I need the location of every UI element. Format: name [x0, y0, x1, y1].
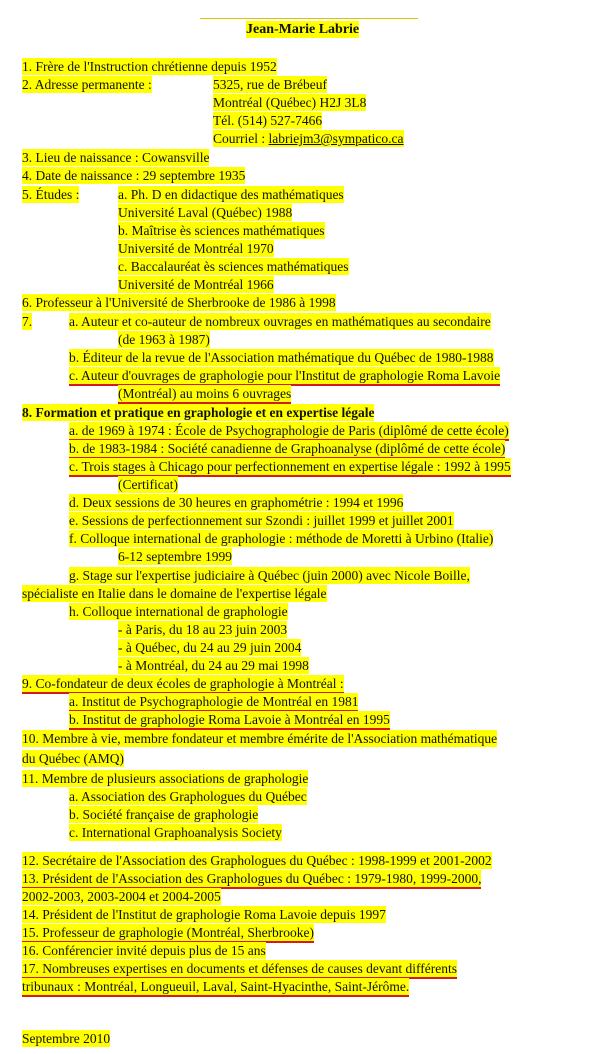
study-bachelor-school: Université de Montréal 1966: [118, 277, 274, 292]
item-8h-paris: - à Paris, du 18 au 23 juin 2003: [118, 622, 288, 637]
item-15: 15. Professeur de graphologie (Montréal, Sherbrooke): [22, 924, 314, 943]
item-16: 16. Conférencier invité depuis plus de 15 ans: [22, 943, 266, 958]
address-city: Montréal (Québec) H2J 3L8: [213, 95, 367, 110]
top-rule: [200, 18, 418, 19]
item-13: 13. Président de l'Association des Graphologues du Québec : 1979-1980, 1999-2000,: [22, 870, 481, 889]
item-8d: d. Deux sessions de 30 heures en graphométrie : 1994 et 1996: [69, 495, 404, 510]
item-17: 17. Nombreuses expertises en documents et défenses de causes devant différents: [22, 960, 457, 979]
email-link[interactable]: labriejm3@sympatico.ca: [268, 131, 404, 146]
item-11a: a. Association des Graphologues du Québec: [69, 789, 307, 804]
item-8b: b. de 1983-1984 : Société canadienne de Graphoanalyse (diplômé de cette école): [69, 440, 505, 459]
item-11c: c. International Graphoanalysis Society: [69, 825, 282, 840]
item-11: 11. Membre de plusieurs associations de graphologie: [22, 771, 309, 786]
item-8e: e. Sessions de perfectionnement sur Szondi : juillet 1999 et juillet 2001: [69, 513, 454, 528]
item-8c: c. Trois stages à Chicago pour perfectionnement en expertise légale : 1992 à 1995: [69, 458, 511, 477]
item-3: 3. Lieu de naissance : Cowansville: [22, 150, 210, 165]
item-9b: b. Institut de graphologie Roma Lavoie à Montréal en 1995: [69, 711, 390, 730]
item-8-heading: 8. Formation et pratique en graphologie et en expertise légale: [22, 405, 375, 420]
item-8h-quebec: - à Québec, du 24 au 29 juin 2004: [118, 640, 302, 655]
item-13-cont: 2002-2003, 2003-2004 et 2004-2005: [22, 889, 221, 904]
item-5-label: 5. Études :: [22, 187, 80, 202]
item-8f: f. Colloque international de graphologie : méthode de Moretti à Urbino (Italie): [69, 531, 494, 546]
address-street: 5325, rue de Brébeuf: [213, 77, 327, 92]
study-masters-school: Université de Montréal 1970: [118, 241, 274, 256]
item-8c-cont: (Certificat): [118, 477, 178, 492]
item-8a: a. de 1969 à 1974 : École de Psychographologie de Paris (diplômé de cette école): [69, 422, 509, 441]
item-6: 6. Professeur à l'Université de Sherbrooke de 1986 à 1998: [22, 295, 336, 310]
study-phd-school: Université Laval (Québec) 1988: [118, 205, 293, 220]
item-1: 1. Frère de l'Instruction chrétienne depuis 1952: [22, 59, 277, 74]
document-title: Jean-Marie Labrie: [246, 22, 360, 37]
item-7-label: 7.: [22, 314, 33, 329]
item-9a: a. Institut de Psychographologie de Montréal en 1981: [69, 693, 358, 712]
item-2-label: 2. Adresse permanente :: [22, 77, 152, 92]
item-8f-cont: 6-12 septembre 1999: [118, 549, 232, 564]
item-8g: g. Stage sur l'expertise judiciaire à Québec (juin 2000) avec Nicole Boille,: [69, 568, 470, 583]
item-9: 9. Co-fondateur de deux écoles de graphologie à Montréal :: [22, 675, 344, 694]
item-7a-cont: (de 1963 à 1987): [118, 332, 210, 347]
item-8h-montreal: - à Montréal, du 24 au 29 mai 1998: [118, 658, 309, 673]
item-7a: a. Auteur et co-auteur de nombreux ouvrages en mathématiques au secondaire: [69, 314, 491, 329]
item-11b: b. Société française de graphologie: [69, 807, 259, 822]
item-10: 10. Membre à vie, membre fondateur et membre émérite de l'Association mathématique: [22, 731, 498, 746]
item-7c: c. Auteur d'ouvrages de graphologie pour l'Institut de graphologie Roma Lavoie: [69, 367, 500, 386]
study-phd: a. Ph. D en didactique des mathématiques: [118, 187, 344, 202]
study-bachelor: c. Baccalauréat ès sciences mathématiques: [118, 259, 349, 274]
email-label: Courriel :: [213, 131, 266, 146]
item-10-cont: du Québec (AMQ): [22, 751, 124, 766]
item-7c-cont: (Montréal) au moins 6 ouvrages: [118, 385, 291, 404]
item-8g-cont: spécialiste en Italie dans le domaine de l'expertise légale: [22, 586, 327, 601]
item-7b: b. Éditeur de la revue de l'Association mathématique du Québec de 1980-1988: [69, 350, 494, 365]
item-12: 12. Secrétaire de l'Association des Graphologues du Québec : 1998-1999 et 2001-2002: [22, 853, 492, 868]
study-masters: b. Maîtrise ès sciences mathématiques: [118, 223, 325, 238]
address-phone: Tél. (514) 527-7466: [213, 113, 323, 128]
item-4: 4. Date de naissance : 29 septembre 1935: [22, 168, 246, 183]
address-email-row: [213, 130, 404, 147]
item-8h: h. Colloque international de graphologie: [69, 604, 288, 619]
document-date: Septembre 2010: [22, 1031, 111, 1046]
item-14: 14. Président de l'Institut de graphologie Roma Lavoie depuis 1997: [22, 907, 386, 922]
item-17-cont: tribunaux : Montréal, Longueuil, Laval, Saint-Hyacinthe, Saint-Jérôme.: [22, 978, 409, 997]
